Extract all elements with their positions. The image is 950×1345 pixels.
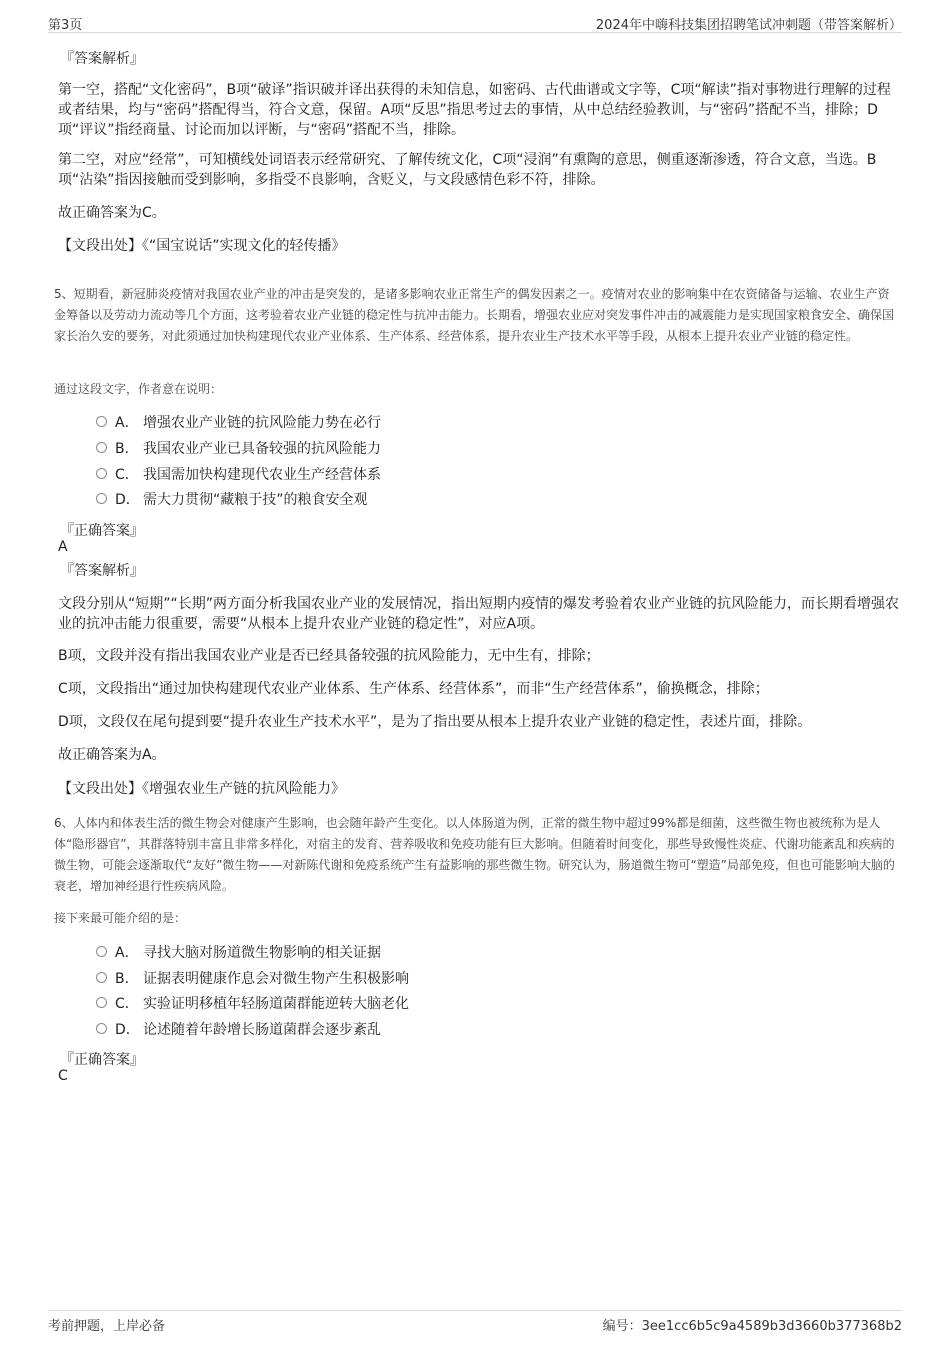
option-text: 增强农业产业链的抗风险能力势在必行: [143, 415, 381, 431]
page-header: [48, 12, 902, 33]
radio-icon[interactable]: [96, 493, 107, 504]
correct-answer-label: 『正确答案』: [60, 523, 144, 539]
page-footer: [48, 1310, 902, 1337]
conclusion: 故正确答案为A。: [58, 747, 166, 763]
radio-icon[interactable]: [96, 442, 107, 453]
option-letter: D．: [115, 1022, 140, 1038]
radio-icon[interactable]: [96, 416, 107, 427]
radio-icon[interactable]: [96, 1023, 107, 1034]
page-number: 第3页: [48, 18, 83, 33]
radio-icon[interactable]: [96, 946, 107, 957]
correct-answer-label: 『正确答案』: [60, 1052, 144, 1068]
option-letter: A．: [115, 415, 139, 431]
option-text: 需大力贯彻“藏粮于技”的粮食安全观: [143, 492, 368, 508]
document-title: 2024年中嗨科技集团招聘笔试冲刺题（带答案解析）: [595, 18, 902, 33]
analysis-label: 『答案解析』: [60, 51, 144, 67]
option-letter: A．: [115, 945, 139, 961]
option-letter: D．: [115, 492, 140, 508]
option-a[interactable]: [96, 412, 381, 434]
option-letter: C．: [115, 467, 139, 483]
option-text: 我国需加快构建现代农业生产经营体系: [143, 467, 381, 483]
option-d[interactable]: [96, 489, 368, 511]
analysis-paragraph: 第一空，搭配“文化密码”，B项“破译”指识破并译出获得的未知信息，如密码、古代曲谱或文字等，C项“解读”指对事物进行理解的过程或者结果，均与“密码”搭配得当，符合文意，保留。A项“反思”指思考过去的事情，从中总结经验教训，与“密码”搭配不当，排除；D项“评议”指经商量、讨论而加以评断，与“密码”搭配不当，排除。: [58, 82, 891, 138]
radio-icon[interactable]: [96, 997, 107, 1008]
analysis-paragraph: 文段分别从“短期”“长期”两方面分析我国农业产业的发展情况，指出短期内疫情的爆发考验着农业产业链的抗风险能力，而长期看增强农业的抗冲击能力很重要，需要“从根本上提升农业产业链的稳定性”，对应A项。: [58, 596, 900, 632]
question-text: 5、短期看，新冠肺炎疫情对我国农业产业的冲击是突发的，是诸多影响农业正常生产的偶发因素之一。疫情对农业的影响集中在农资储备与运输、农业生产资金筹备以及劳动力流动等几个方面，这考验着农业产业链的稳定性与抗冲击能力。长期看，增强农业应对突发事件冲击的减震能力是实现国家粮食安全、确保国家长治久安的要务，对此须通过加快构建现代农业产业体系、生产体系、经营体系，提升农业生产技术水平等手段，从根本上提升农业产业链的稳定性。: [54, 287, 895, 343]
option-d[interactable]: [96, 1019, 381, 1041]
correct-answer: A: [58, 539, 68, 555]
option-text: 实验证明移植年轻肠道菌群能逆转大脑老化: [143, 996, 409, 1012]
question-prompt: 通过这段文字，作者意在说明：: [54, 382, 223, 396]
option-letter: B．: [115, 971, 139, 987]
option-letter: B．: [115, 441, 139, 457]
source-citation: 【文段出处】《增强农业生产链的抗风险能力》: [58, 781, 345, 797]
option-b[interactable]: [96, 438, 381, 460]
radio-icon[interactable]: [96, 972, 107, 983]
option-c[interactable]: [96, 464, 381, 486]
analysis-label: 『答案解析』: [60, 563, 144, 579]
analysis-paragraph: 第二空，对应“经常”，可知横线处词语表示经常研究、了解传统文化，C项“浸润”有熏陶的意思，侧重逐渐渗透，符合文意，当选。B项“沾染”指因接触而受到影响，多指受不良影响，含贬义，与文段感情色彩不符，排除。: [58, 152, 877, 188]
document-code: 编号：3ee1cc6b5c9a4589b3d3660b377368b2: [602, 1319, 902, 1334]
question-text: 6、人体内和体表生活的微生物会对健康产生影响，也会随年龄产生变化。以人体肠道为例，正常的微生物中超过99%都是细菌，这些微生物也被统称为是人体“隐形器官”，其群落特别丰富且非常多样化，对宿主的发育、营养吸收和免疫功能有巨大影响。但随着时间变化，那些导致慢性炎症、代谢功能紊乱和疾病的微生物，可能会逐渐取代“友好”微生物——对新陈代谢和免疫系统产生有益影响的那些微生物。研究认为，肠道微生物可“塑造”局部免疫，但也可能影响大脑的衰老，增加神经退行性疾病风险。: [54, 816, 895, 893]
option-text: 论述随着年龄增长肠道菌群会逐步紊乱: [143, 1022, 381, 1038]
analysis-paragraph: D项，文段仅在尾句提到要“提升农业生产技术水平”，是为了指出要从根本上提升农业产业链的稳定性，表述片面，排除。: [58, 714, 812, 730]
analysis-paragraph: B项，文段并没有指出我国农业产业是否已经具备较强的抗风险能力，无中生有，排除；: [58, 648, 600, 664]
correct-answer: C: [58, 1068, 68, 1084]
analysis-paragraph: C项，文段指出“通过加快构建现代农业产业体系、生产体系、经营体系”，而非“生产经营体系”，偷换概念，排除；: [58, 681, 769, 697]
radio-icon[interactable]: [96, 468, 107, 479]
option-letter: C．: [115, 996, 139, 1012]
option-c[interactable]: [96, 993, 409, 1015]
option-text: 证据表明健康作息会对微生物产生积极影响: [143, 971, 409, 987]
option-text: 寻找大脑对肠道微生物影响的相关证据: [143, 945, 381, 961]
conclusion: 故正确答案为C。: [58, 205, 166, 221]
option-a[interactable]: [96, 942, 381, 964]
footer-slogan: 考前押题，上岸必备: [48, 1319, 166, 1334]
question-prompt: 接下来最可能介绍的是：: [54, 911, 187, 925]
option-text: 我国农业产业已具备较强的抗风险能力: [143, 441, 381, 457]
source-citation: 【文段出处】《“国宝说话”实现文化的轻传播》: [58, 238, 346, 254]
option-b[interactable]: [96, 968, 409, 990]
